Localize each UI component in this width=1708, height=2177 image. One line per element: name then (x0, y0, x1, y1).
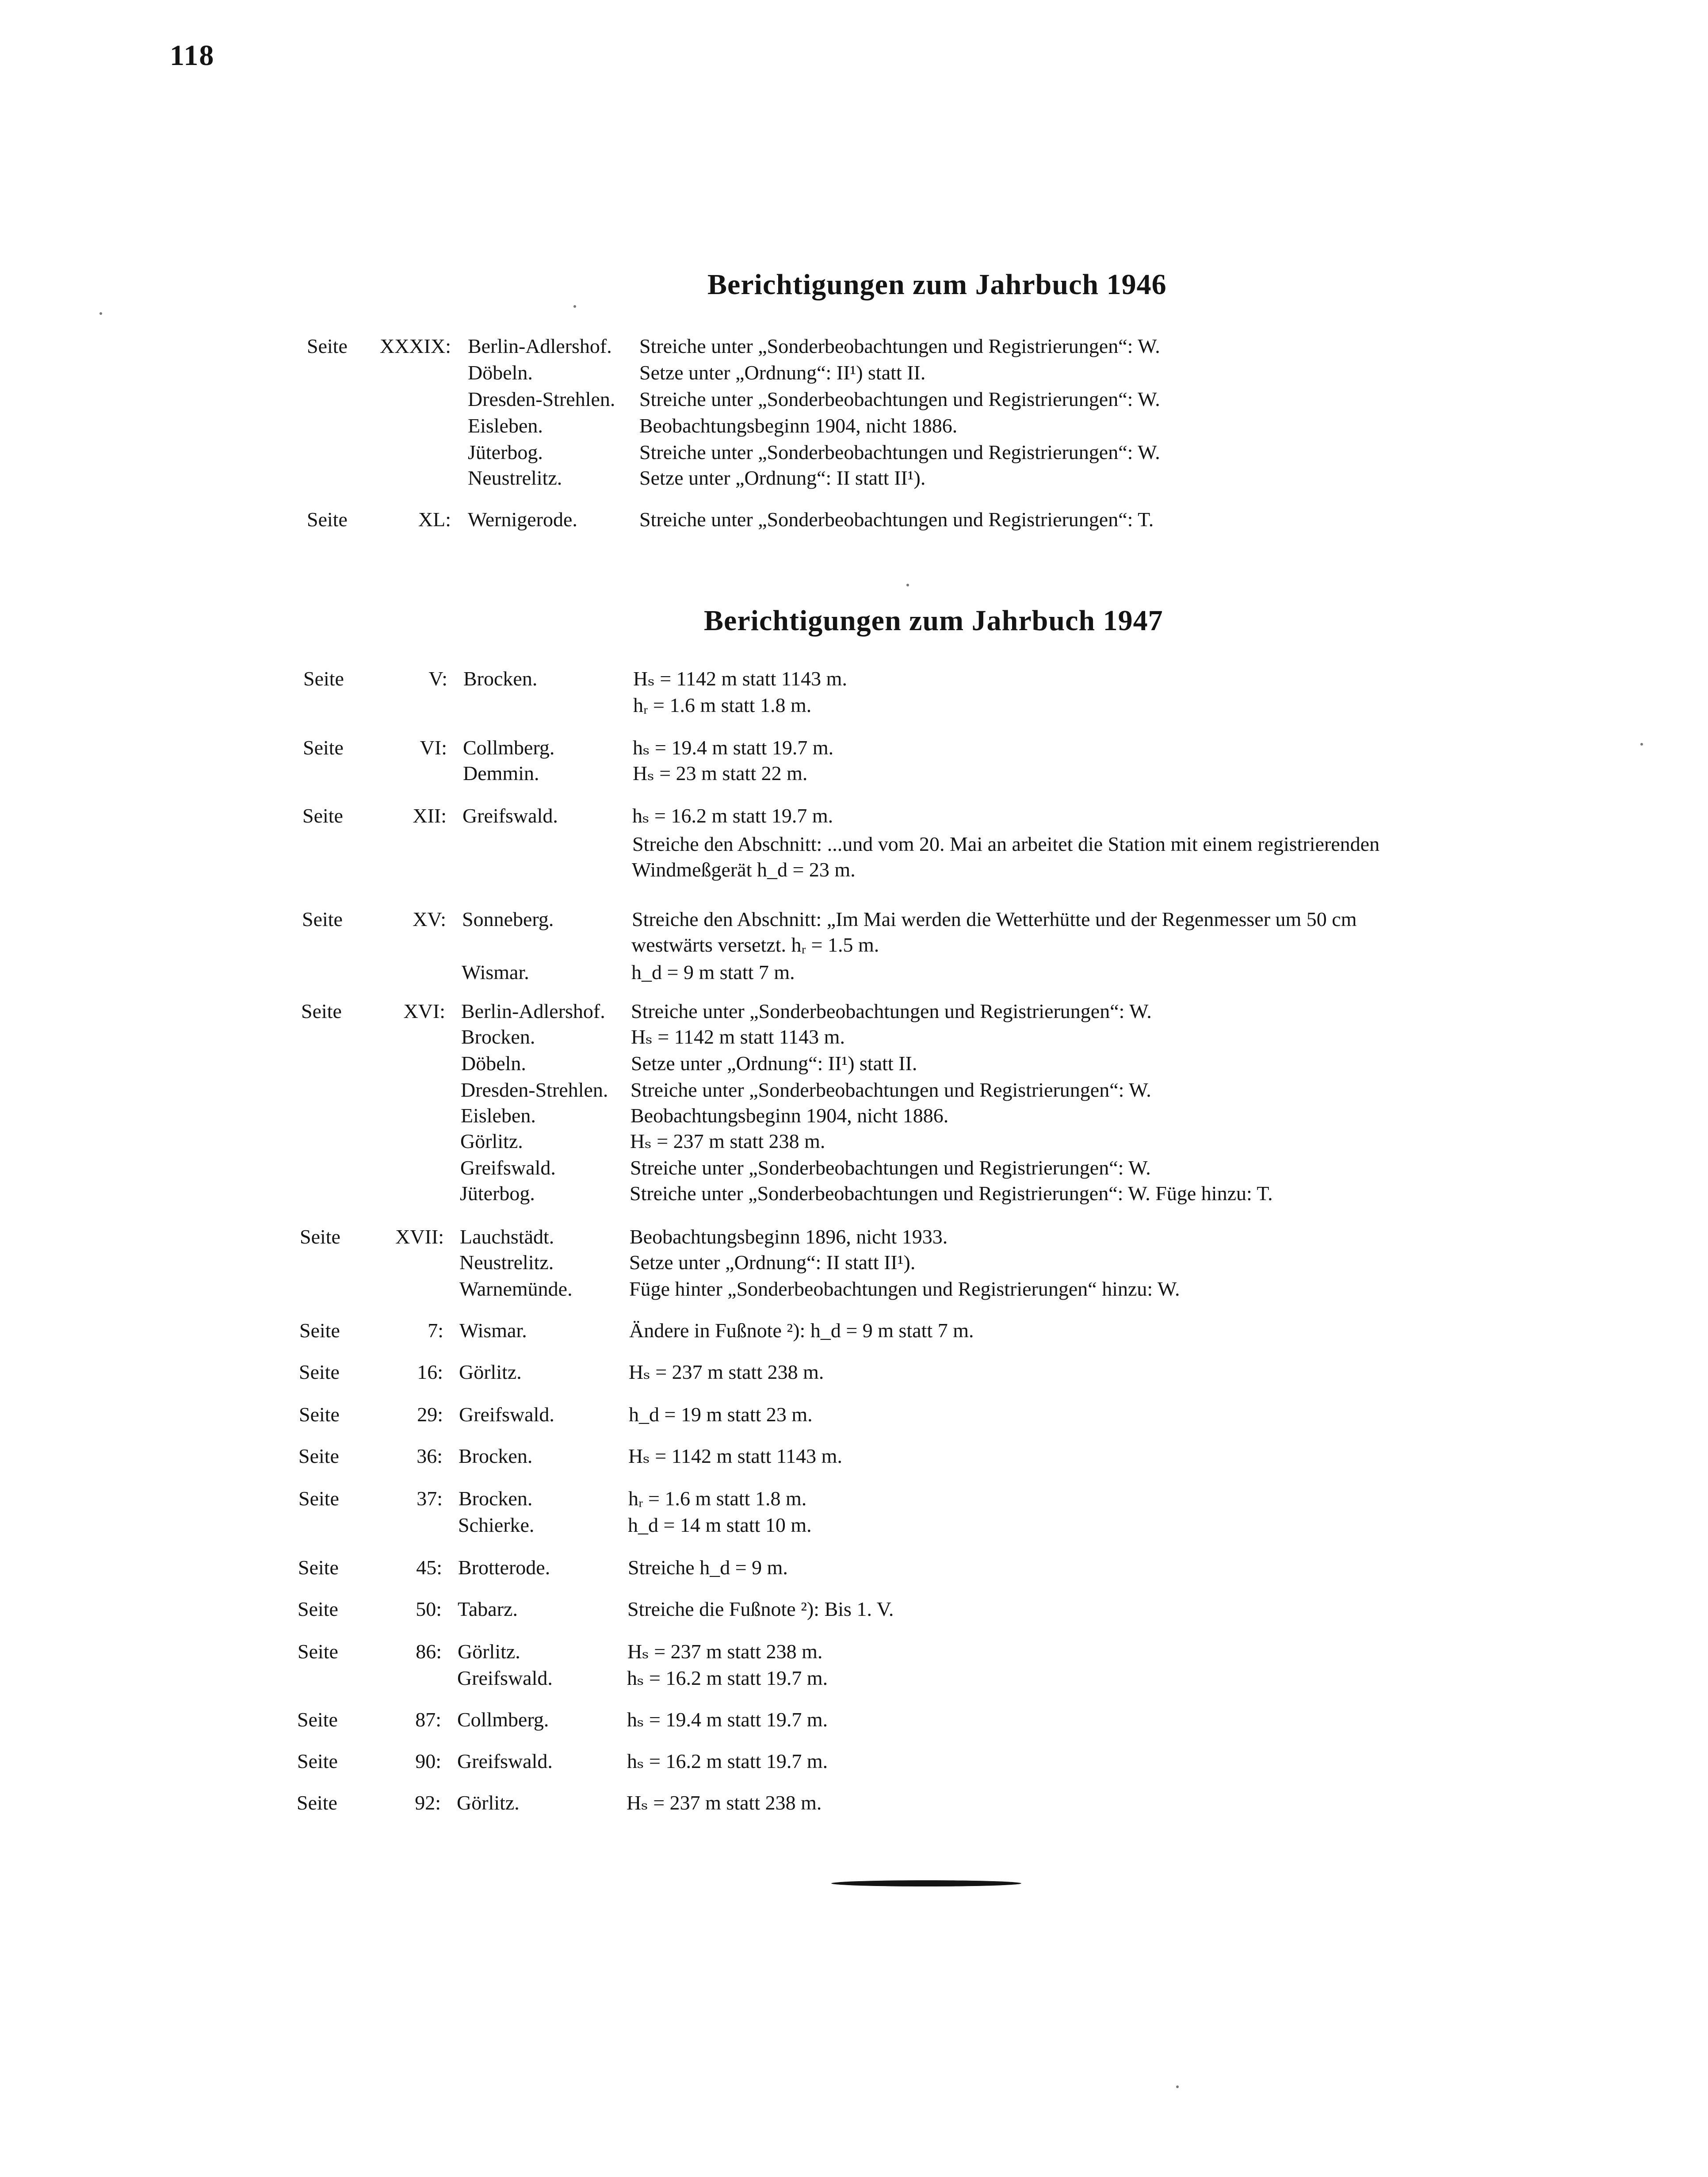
correction-text: Streiche h_d = 9 m. (628, 1556, 788, 1579)
station-name: Görlitz. (457, 1791, 520, 1814)
section-title-1947: Berichtigungen zum Jahrbuch 1947 (704, 605, 1163, 637)
station-name: Brocken. (459, 1445, 533, 1467)
seite-label: Seite (307, 508, 348, 531)
station-name: Dresden-Strehlen. (468, 388, 615, 410)
station-name: Döbeln. (461, 1052, 526, 1075)
correction-text: Hₛ = 1142 m statt 1143 m. (631, 1025, 845, 1048)
correction-text: Hₛ = 237 m statt 238 m. (630, 1130, 825, 1152)
page-ref: XXXIX: (380, 335, 451, 357)
correction-text: Setze unter „Ordnung“: II statt II¹). (629, 1251, 916, 1274)
seite-label: Seite (298, 1445, 339, 1467)
correction-text: Setze unter „Ordnung“: II¹) statt II. (631, 1052, 917, 1075)
correction-text: Ändere in Fußnote ²): h_d = 9 m statt 7 m. (629, 1319, 974, 1342)
seite-label: Seite (303, 736, 344, 759)
correction-text: Streiche unter „Sonderbeobachtungen und Registrierungen“: W. (639, 388, 1160, 410)
station-name: Neustrelitz. (459, 1251, 554, 1274)
scan-speck (1176, 2085, 1179, 2088)
station-name: Döbeln. (468, 361, 533, 384)
page-ref: XVII: (395, 1225, 444, 1248)
seite-label: Seite (299, 1403, 340, 1426)
page-ref: XV: (413, 908, 446, 930)
page-ref: 92: (415, 1791, 441, 1814)
seite-label: Seite (302, 804, 343, 827)
page-ref: XII: (413, 804, 447, 827)
station-name: Berlin-Adlershof. (461, 1000, 605, 1022)
seite-label: Seite (297, 1791, 337, 1814)
correction-text: h_d = 14 m statt 10 m. (628, 1514, 812, 1536)
seite-label: Seite (297, 1708, 338, 1731)
page-ref: 45: (416, 1556, 442, 1579)
station-name: Görlitz. (460, 1130, 523, 1152)
station-name: Warnemünde. (459, 1278, 573, 1300)
page-ref: XL: (418, 508, 451, 531)
correction-text: Hₛ = 237 m statt 238 m. (627, 1791, 822, 1814)
station-name: Brocken. (463, 667, 538, 690)
page-ref: 50: (416, 1598, 442, 1620)
correction-text: Streiche den Abschnitt: „Im Mai werden die Wetterhütte und der Regenmesser um 50 cm (632, 908, 1357, 930)
station-name: Greifswald. (460, 1156, 556, 1179)
station-name: Neustrelitz. (468, 467, 562, 489)
correction-text: westwärts versetzt. hᵣ = 1.5 m. (631, 934, 879, 956)
correction-text: Streiche unter „Sonderbeobachtungen und Registrierungen“: W. Füge hinzu: T. (630, 1182, 1273, 1205)
seite-label: Seite (302, 908, 343, 930)
page-ref: 7: (428, 1319, 443, 1342)
station-name: Brocken. (461, 1025, 535, 1048)
station-name: Demmin. (463, 762, 539, 784)
seite-label: Seite (298, 1487, 339, 1510)
end-rule (831, 1880, 1021, 1886)
correction-text: hₛ = 19.4 m statt 19.7 m. (633, 736, 834, 759)
correction-text: Beobachtungsbeginn 1904, nicht 1886. (630, 1104, 949, 1127)
station-name: Brocken. (459, 1487, 533, 1510)
page-ref: 90: (415, 1750, 441, 1772)
station-name: Eisleben. (461, 1104, 536, 1127)
seite-label: Seite (298, 1640, 338, 1663)
page-ref: 36: (416, 1445, 443, 1467)
correction-text: hₛ = 16.2 m statt 19.7 m. (627, 1750, 828, 1772)
correction-text: Streiche den Abschnitt: ...und vom 20. Mai an arbeitet die Station mit einem registrierenden (632, 833, 1380, 855)
station-name: Görlitz. (458, 1640, 520, 1663)
correction-text: Hₛ = 23 m statt 22 m. (633, 762, 808, 784)
page-ref: 87: (415, 1708, 441, 1731)
station-name: Eisleben. (468, 414, 543, 437)
correction-text: h_d = 19 m statt 23 m. (629, 1403, 813, 1426)
page-ref: 86: (416, 1640, 442, 1663)
correction-text: Windmeßgerät h_d = 23 m. (632, 858, 856, 881)
correction-text: Streiche unter „Sonderbeobachtungen und Registrierungen“: W. (639, 335, 1160, 357)
correction-text: Streiche unter „Sonderbeobachtungen und Registrierungen“: W. (631, 1000, 1152, 1022)
seite-label: Seite (307, 335, 348, 357)
section-title-1946: Berichtigungen zum Jahrbuch 1946 (707, 268, 1167, 301)
station-name: Tabarz. (458, 1598, 518, 1620)
station-name: Schierke. (458, 1514, 535, 1536)
correction-text: Hₛ = 1142 m statt 1143 m. (628, 1445, 842, 1467)
station-name: Jüterbog. (460, 1182, 535, 1205)
station-name: Lauchstädt. (460, 1225, 554, 1248)
correction-text: Setze unter „Ordnung“: II statt II¹). (639, 467, 926, 489)
correction-text: Füge hinter „Sonderbeobachtungen und Registrierungen“ hinzu: W. (629, 1278, 1180, 1300)
page-ref: 29: (417, 1403, 443, 1426)
station-name: Dresden-Strehlen. (461, 1079, 608, 1101)
scan-speck (1640, 743, 1643, 746)
correction-text: Streiche unter „Sonderbeobachtungen und Registrierungen“: T. (639, 508, 1154, 531)
correction-text: hₛ = 19.4 m statt 19.7 m. (627, 1708, 828, 1731)
correction-text: Streiche unter „Sonderbeobachtungen und Registrierungen“: W. (639, 441, 1160, 463)
station-name: Brotterode. (458, 1556, 550, 1579)
scan-speck (99, 312, 102, 315)
station-name: Sonneberg. (462, 908, 554, 930)
station-name: Wismar. (462, 961, 529, 983)
station-name: Collmberg. (463, 736, 555, 759)
page-number: 118 (170, 39, 215, 72)
station-name: Greifswald. (462, 804, 558, 827)
correction-text: Beobachtungsbeginn 1904, nicht 1886. (639, 414, 958, 437)
scan-speck (906, 584, 909, 586)
correction-text: hₛ = 16.2 m statt 19.7 m. (632, 804, 833, 827)
correction-text: hₛ = 16.2 m statt 19.7 m. (627, 1667, 828, 1689)
page-ref: 16: (417, 1361, 443, 1383)
station-name: Wismar. (459, 1319, 527, 1342)
station-name: Wernigerode. (468, 508, 577, 531)
correction-text: Streiche unter „Sonderbeobachtungen und Registrierungen“: W. (630, 1079, 1151, 1101)
page-ref: 37: (416, 1487, 443, 1510)
seite-label: Seite (303, 667, 344, 690)
correction-text: Hₛ = 237 m statt 238 m. (629, 1361, 824, 1383)
seite-label: Seite (298, 1598, 338, 1620)
correction-text: Hₛ = 237 m statt 238 m. (627, 1640, 823, 1663)
station-name: Görlitz. (459, 1361, 522, 1383)
correction-text: h_d = 9 m statt 7 m. (631, 961, 795, 983)
page-ref: XVI: (403, 1000, 445, 1022)
seite-label: Seite (299, 1361, 340, 1383)
station-name: Jüterbog. (468, 441, 543, 463)
seite-label: Seite (298, 1556, 339, 1579)
correction-text: Setze unter „Ordnung“: II¹) statt II. (639, 361, 926, 384)
station-name: Collmberg. (457, 1708, 549, 1731)
correction-text: hᵣ = 1.6 m statt 1.8 m. (633, 694, 812, 716)
scan-speck (573, 305, 576, 308)
station-name: Greifswald. (457, 1667, 553, 1689)
seite-label: Seite (300, 1225, 340, 1248)
seite-label: Seite (299, 1319, 340, 1342)
correction-text: Hₛ = 1142 m statt 1143 m. (633, 667, 847, 690)
correction-text: hᵣ = 1.6 m statt 1.8 m. (628, 1487, 807, 1510)
correction-text: Streiche die Fußnote ²): Bis 1. V. (627, 1598, 894, 1620)
page-ref: V: (428, 667, 447, 690)
correction-text: Beobachtungsbeginn 1896, nicht 1933. (630, 1225, 948, 1248)
page-ref: VI: (420, 736, 447, 759)
station-name: Greifswald. (457, 1750, 553, 1772)
correction-text: Streiche unter „Sonderbeobachtungen und Registrierungen“: W. (630, 1156, 1151, 1179)
seite-label: Seite (297, 1750, 338, 1772)
station-name: Berlin-Adlershof. (468, 335, 612, 357)
station-name: Greifswald. (459, 1403, 554, 1426)
seite-label: Seite (301, 1000, 342, 1022)
